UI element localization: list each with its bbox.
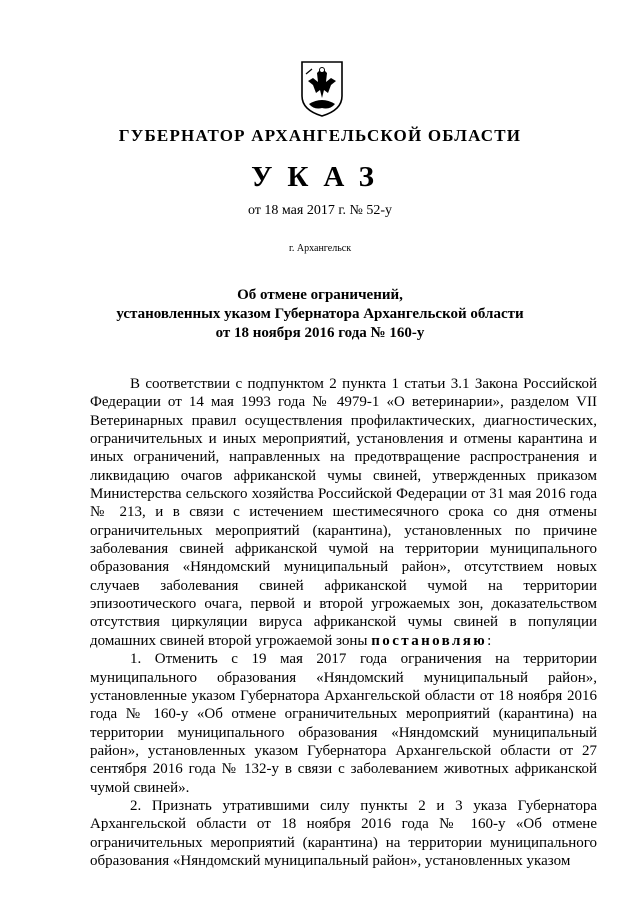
preamble-paragraph: В соответствии с подпунктом 2 пункта 1 статьи 3.1 Закона Российской Федерации от 14 мая 1993 года № 4979-1 «О ветеринарии», разделом VII Ветеринарных правил осуществления профилактических, диагностических, ограничительных и иных мероприятий, установления и отмены карантина и иных ограничений, направленных на предотвращение распространения и ликвидацию очагов африканской чумы свиней, утвержденных приказом Министерства сельского хозяйства Российской Федерации от 31 мая 2016 года № 213, и в связи с истечением шестимесячного срока со дня отмены ограничительных мероприятий (карантина), установленных по причине заболевания свиней африканской чумой на территории муниципального образования «Няндомский муниципальный район», отсутствием новых случаев заболевания свиней африканской чумой на территории эпизоотического очага, первой и второй угрожаемых зон, доказательством отсутствия циркуляции вируса африканской чумы свиней в популяции домашних свиней второй угрожаемой зоны постановляю: xyxy=(90,376,597,649)
decree-word: постановляю xyxy=(371,632,488,649)
document-type: УКАЗ xyxy=(251,161,389,193)
document-date-number: от 18 мая 2017 г. № 52-у xyxy=(247,203,393,218)
issue-city: г. Архангельск xyxy=(288,243,352,254)
coat-of-arms-emblem xyxy=(300,60,344,118)
document-body xyxy=(90,375,597,870)
item-1-paragraph: 1. Отменить с 19 мая 2017 года ограничения на территории муниципального образования «Няндомский муниципальный район», установленные указом Губернатора Архангельской области от 18 ноября 2016 года № 160-у «Об отмене ограничительных мероприятий (карантина) на территории муниципального образования «Няндомский муниципальный район», установленных указом Губернатора Архангельской области от 27 сентября 2016 года № 132-у в связи с заболеванием животных африканской чумой свиней». xyxy=(90,651,597,796)
issuing-authority: ГУБЕРНАТОР АРХАНГЕЛЬСКОЙ ОБЛАСТИ xyxy=(118,126,522,145)
title-line-3: от 18 ноября 2016 года № 160-у xyxy=(215,325,425,341)
preamble-text: В соответствии с подпунктом 2 пункта 1 статьи 3.1 Закона Российской Федерации от 14 мая 1993 года № 4979-1 «О ветеринарии», разделом VII Ветеринарных правил осуществления профилактических, диагностических, ограничительных и иных мероприятий, установления и отмены карантина и иных ограничений, направленных на предотвращение распространения и ликвидацию очагов африканской чумы свиней, утвержденных приказом Министерства сельского хозяйства Российской Федерации от 31 мая 2016 года № 213, и в связи с истечением шестимесячного срока со дня отмены ограничительных мероприятий (карантина), установленных по причине заболевания свиней африканской чумой на территории муниципального образования «Няндомский муниципальный район», отсутствием новых случаев заболевания свиней африканской чумой на территории эпизоотического очага, первой и второй угрожаемых зон, доказательством отсутствия циркуляции вируса африканской чумы свиней в популяции домашних свиней второй угрожаемой зоны xyxy=(90,376,597,649)
document-title xyxy=(0,286,640,343)
title-line-2: установленных указом Губернатора Архангельской области xyxy=(116,306,524,322)
item-2-paragraph: 2. Признать утратившими силу пункты 2 и 3 указа Губернатора Архангельской области от 18 ноября 2016 года № 160-у «Об отмене ограничительных мероприятий (карантина) на территории муниципального образования «Няндомский муниципальный район», установленных указом xyxy=(90,797,597,869)
title-line-1: Об отмене ограничений, xyxy=(237,287,403,303)
